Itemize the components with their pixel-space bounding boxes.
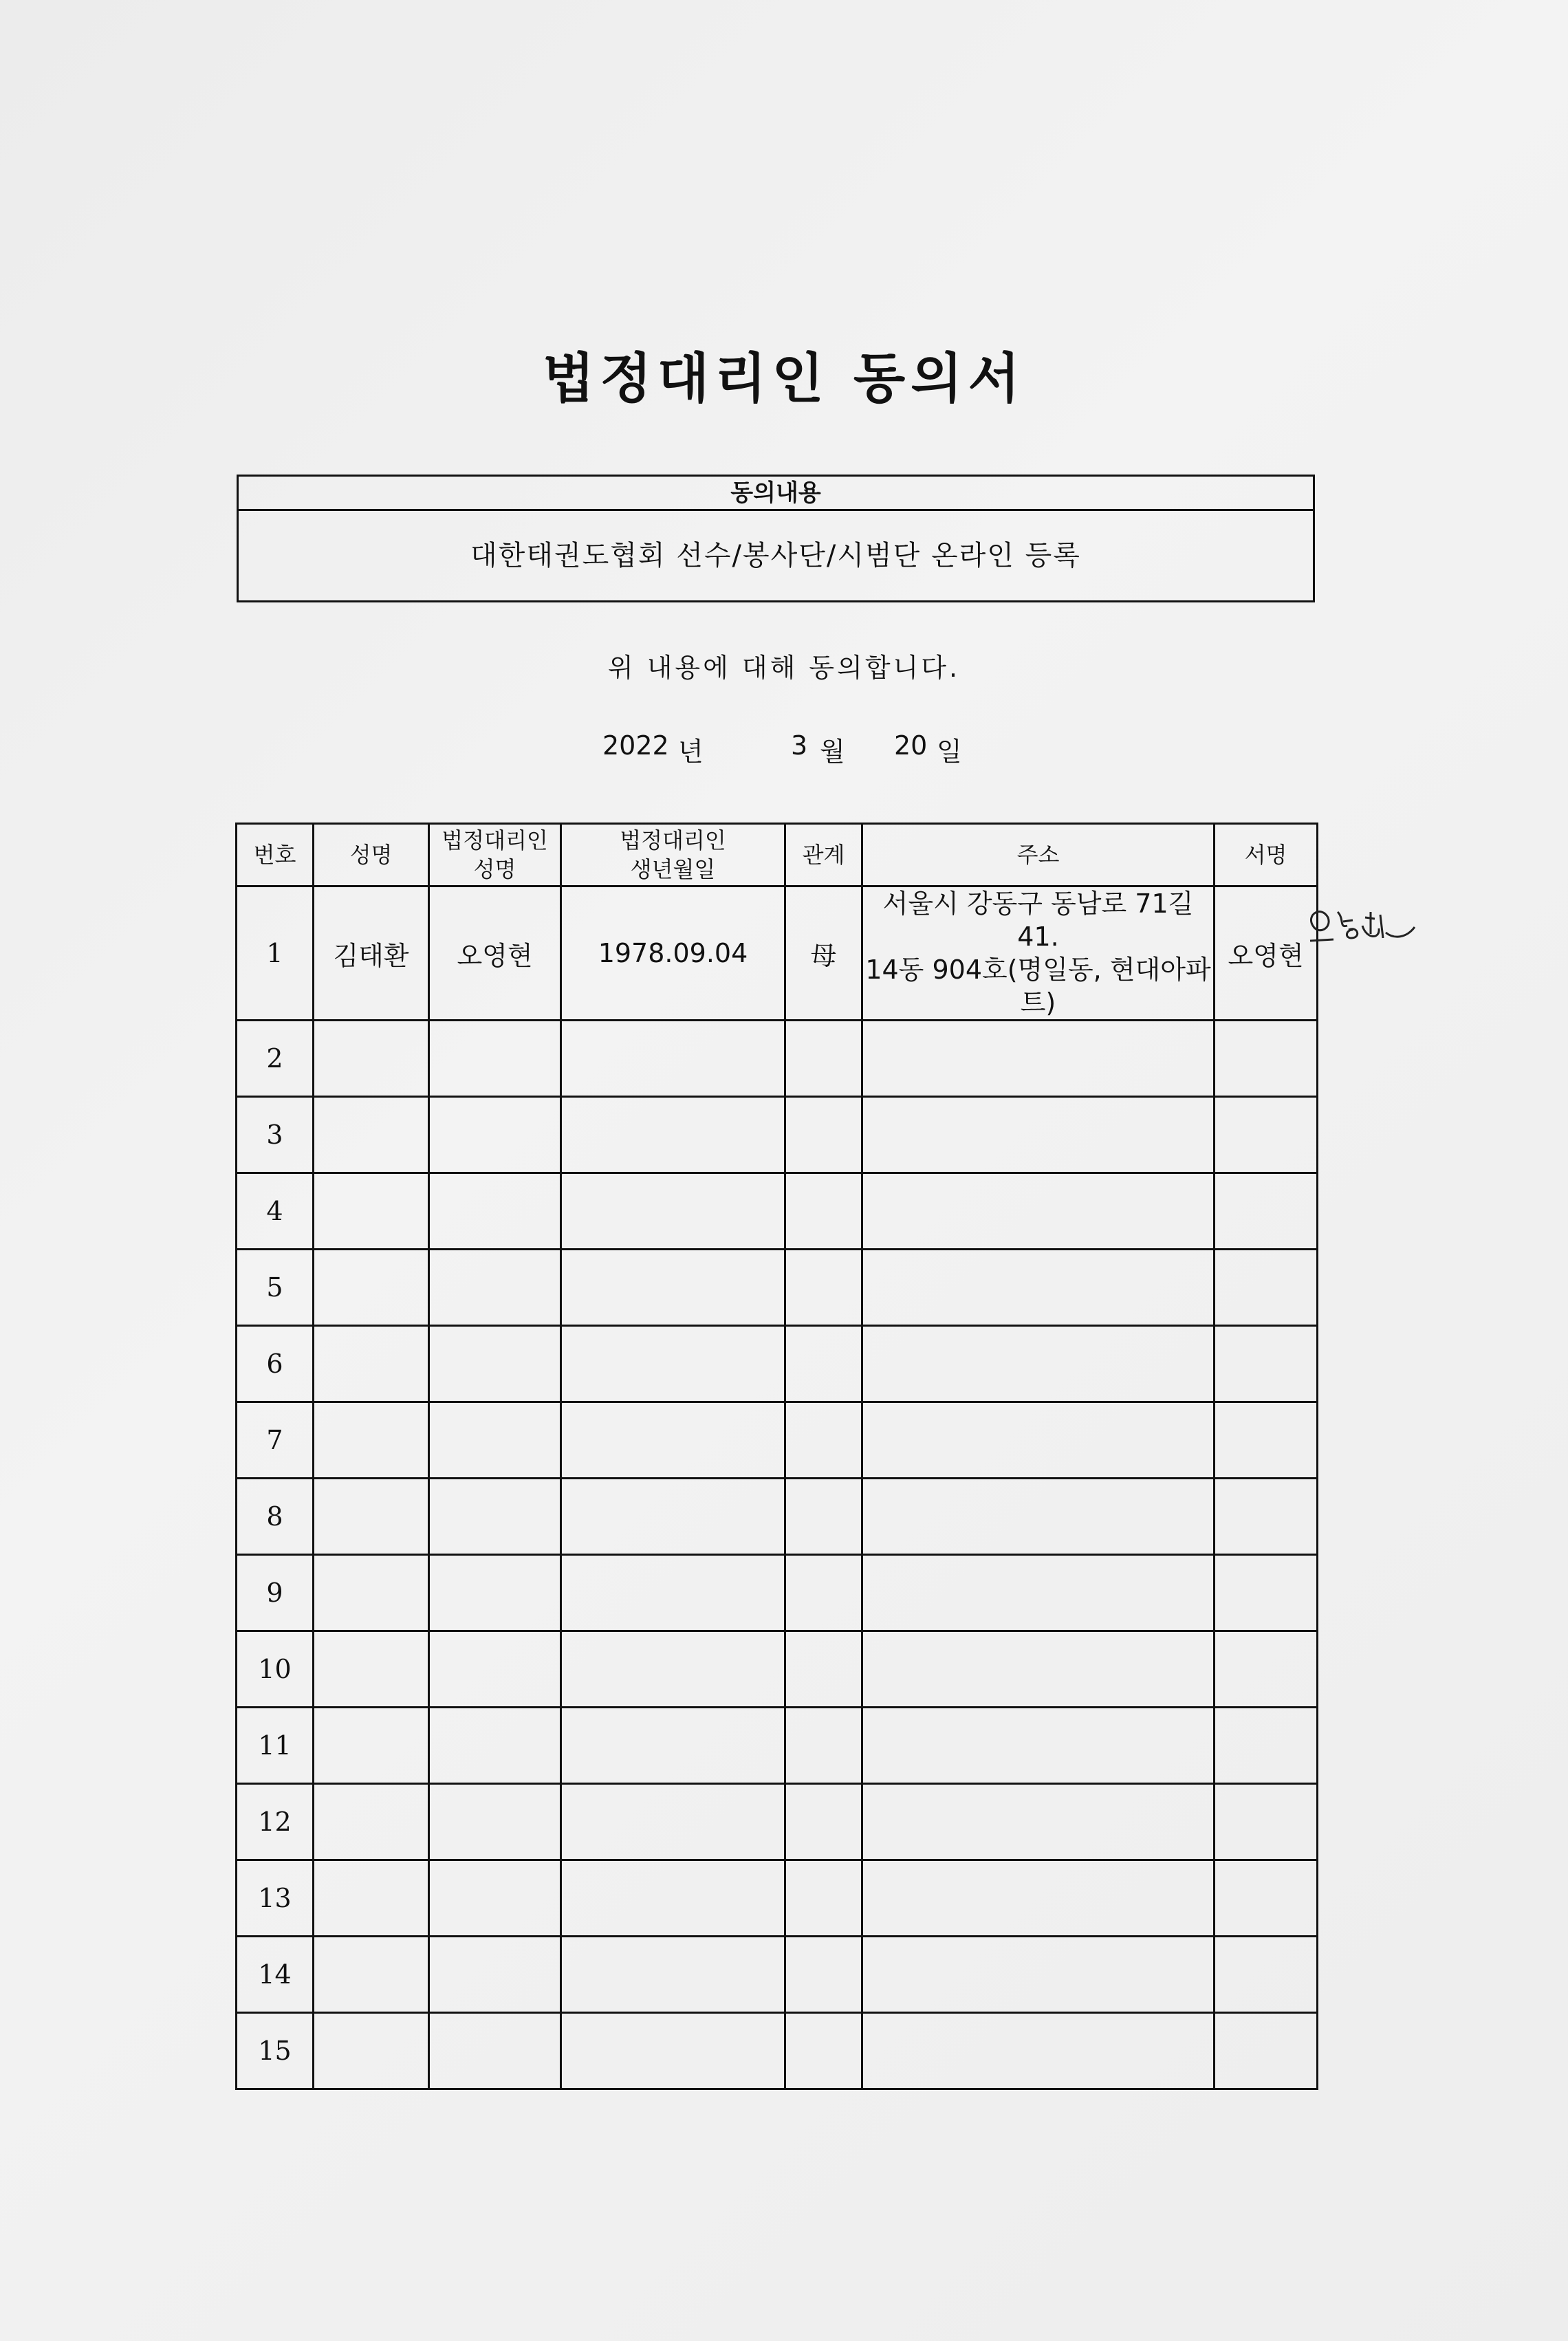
cell-guardian-name	[429, 1479, 561, 1555]
cell-relation	[785, 1173, 862, 1250]
row-number: 8	[237, 1479, 314, 1555]
cell-relation: 母	[785, 886, 862, 1021]
cell-signature	[1215, 1631, 1318, 1708]
cell-relation	[785, 1479, 862, 1555]
cell-guardian-name	[429, 1326, 561, 1402]
cell-name	[314, 1631, 429, 1708]
date-year: 2022	[602, 730, 669, 761]
cell-name	[314, 1784, 429, 1860]
cell-address	[862, 1021, 1215, 1097]
table-row	[237, 1555, 1318, 1631]
cell-guardian-birth	[561, 1555, 785, 1631]
table-row	[237, 886, 1318, 1021]
cell-signature	[1215, 1097, 1318, 1173]
consent-box	[237, 475, 1315, 602]
cell-guardian-name	[429, 1860, 561, 1937]
cell-name	[314, 1097, 429, 1173]
cell-guardian-name	[429, 1631, 561, 1708]
table-row	[237, 1250, 1318, 1326]
table-row	[237, 1097, 1318, 1173]
cell-name: 김태환	[314, 886, 429, 1021]
cell-guardian-birth	[561, 1937, 785, 2013]
cell-name	[314, 2013, 429, 2089]
cell-name	[314, 1250, 429, 1326]
header-guardian-birth-line2: 생년월일	[630, 856, 716, 882]
cell-signature	[1215, 1402, 1318, 1479]
date-month: 3	[791, 730, 808, 761]
cell-name	[314, 1479, 429, 1555]
cell-address	[862, 1555, 1215, 1631]
consent-header: 동의내용	[239, 477, 1313, 511]
cell-guardian-birth	[561, 1326, 785, 1402]
header-guardian-name-line1: 법정대리인	[442, 827, 548, 853]
signature-text: 오영현	[1228, 940, 1304, 971]
cell-guardian-name	[429, 2013, 561, 2089]
cell-guardian-birth	[561, 1250, 785, 1326]
header-number: 번호	[237, 824, 314, 886]
cell-relation	[785, 1250, 862, 1326]
table-row	[237, 1937, 1318, 2013]
cell-relation	[785, 1555, 862, 1631]
cell-address	[862, 1860, 1215, 1937]
cell-name	[314, 1173, 429, 1250]
cell-address	[862, 1631, 1215, 1708]
row-number: 11	[237, 1708, 314, 1784]
cell-relation	[785, 2013, 862, 2089]
address-line-2: 14동 904호(명일동, 현대아파트)	[865, 955, 1211, 1018]
consent-content: 대한태권도협회 선수/봉사단/시범단 온라인 등록	[470, 540, 1081, 571]
cell-guardian-name: 오영현	[429, 886, 561, 1021]
row-number: 13	[237, 1860, 314, 1937]
cell-guardian-name	[429, 1250, 561, 1326]
header-guardian-name	[429, 824, 561, 886]
table-row	[237, 1021, 1318, 1097]
cell-signature	[1215, 1937, 1318, 2013]
cell-address	[862, 1937, 1215, 2013]
row-number: 2	[237, 1021, 314, 1097]
row-number: 3	[237, 1097, 314, 1173]
agreement-statement: 위 내용에 대해 동의합니다.	[607, 653, 961, 683]
cell-address	[862, 886, 1215, 1021]
cell-address	[862, 1402, 1215, 1479]
row-number: 10	[237, 1631, 314, 1708]
table-row	[237, 1173, 1318, 1250]
cell-relation	[785, 1631, 862, 1708]
row-number: 5	[237, 1250, 314, 1326]
cell-signature	[1215, 1784, 1318, 1860]
cell-relation	[785, 1937, 862, 2013]
cell-signature	[1215, 1173, 1318, 1250]
cell-relation	[785, 1021, 862, 1097]
address-line-1: 서울시 강동구 동남로 71길 41.	[882, 889, 1194, 952]
row-number: 15	[237, 2013, 314, 2089]
cell-guardian-birth: 1978.09.04	[561, 886, 785, 1021]
document-title: 법정대리인 동의서	[543, 348, 1025, 410]
cell-signature	[1215, 1860, 1318, 1937]
cell-name	[314, 1708, 429, 1784]
cell-guardian-birth	[561, 1097, 785, 1173]
cell-relation	[785, 1402, 862, 1479]
header-relation: 관계	[785, 824, 862, 886]
cell-guardian-name	[429, 1097, 561, 1173]
cell-signature	[1215, 1555, 1318, 1631]
cell-guardian-birth	[561, 1631, 785, 1708]
header-signature: 서명	[1215, 824, 1318, 886]
row-number: 4	[237, 1173, 314, 1250]
table-row	[237, 1860, 1318, 1937]
header-guardian-birth-line1: 법정대리인	[620, 827, 726, 853]
row-number: 9	[237, 1555, 314, 1631]
table-row	[237, 1631, 1318, 1708]
cell-address	[862, 1708, 1215, 1784]
date-year-label: 년	[678, 737, 704, 767]
cell-name	[314, 1402, 429, 1479]
cell-guardian-birth	[561, 1479, 785, 1555]
cell-address	[862, 1784, 1215, 1860]
row-number: 6	[237, 1326, 314, 1402]
cell-name	[314, 1555, 429, 1631]
cell-signature	[1215, 2013, 1318, 2089]
row-number: 1	[237, 886, 314, 1021]
cell-address	[862, 2013, 1215, 2089]
cell-name	[314, 1021, 429, 1097]
cell-relation	[785, 1326, 862, 1402]
row-number: 14	[237, 1937, 314, 2013]
cell-name	[314, 1326, 429, 1402]
cell-guardian-birth	[561, 1021, 785, 1097]
cell-guardian-name	[429, 1402, 561, 1479]
cell-guardian-birth	[561, 1402, 785, 1479]
cell-name	[314, 1937, 429, 2013]
date-day-label: 일	[937, 737, 962, 767]
cell-address	[862, 1173, 1215, 1250]
cell-signature	[1215, 1708, 1318, 1784]
cell-guardian-name	[429, 1021, 561, 1097]
cell-signature	[1215, 1021, 1318, 1097]
cell-guardian-name	[429, 1937, 561, 2013]
date-month-label: 월	[820, 737, 845, 767]
cell-relation	[785, 1784, 862, 1860]
header-guardian-name-line2: 성명	[473, 856, 516, 882]
cell-relation	[785, 1860, 862, 1937]
cell-guardian-name	[429, 1555, 561, 1631]
table-header-row	[237, 824, 1318, 886]
cell-address	[862, 1250, 1215, 1326]
table-row	[237, 1479, 1318, 1555]
cell-name	[314, 1860, 429, 1937]
header-name: 성명	[314, 824, 429, 886]
cell-relation	[785, 1097, 862, 1173]
cell-signature	[1215, 1479, 1318, 1555]
cell-address	[862, 1479, 1215, 1555]
row-number: 12	[237, 1784, 314, 1860]
guardian-table	[235, 823, 1318, 2090]
cell-guardian-birth	[561, 2013, 785, 2089]
cell-guardian-birth	[561, 1173, 785, 1250]
table-row	[237, 1708, 1318, 1784]
cell-guardian-name	[429, 1708, 561, 1784]
cell-guardian-birth	[561, 1860, 785, 1937]
cell-signature	[1215, 1326, 1318, 1402]
table-row	[237, 2013, 1318, 2089]
row-number: 7	[237, 1402, 314, 1479]
date-day: 20	[894, 730, 928, 761]
cell-guardian-birth	[561, 1708, 785, 1784]
cell-guardian-name	[429, 1173, 561, 1250]
table-row	[237, 1402, 1318, 1479]
header-guardian-birth	[561, 824, 785, 886]
cell-signature	[1215, 1250, 1318, 1326]
cell-address	[862, 1097, 1215, 1173]
cell-guardian-birth	[561, 1784, 785, 1860]
table-row	[237, 1326, 1318, 1402]
cell-relation	[785, 1708, 862, 1784]
handwritten-signature	[1303, 898, 1420, 953]
cell-address	[862, 1326, 1215, 1402]
cell-guardian-name	[429, 1784, 561, 1860]
header-address: 주소	[862, 824, 1215, 886]
table-row	[237, 1784, 1318, 1860]
cell-signature	[1215, 886, 1318, 1021]
